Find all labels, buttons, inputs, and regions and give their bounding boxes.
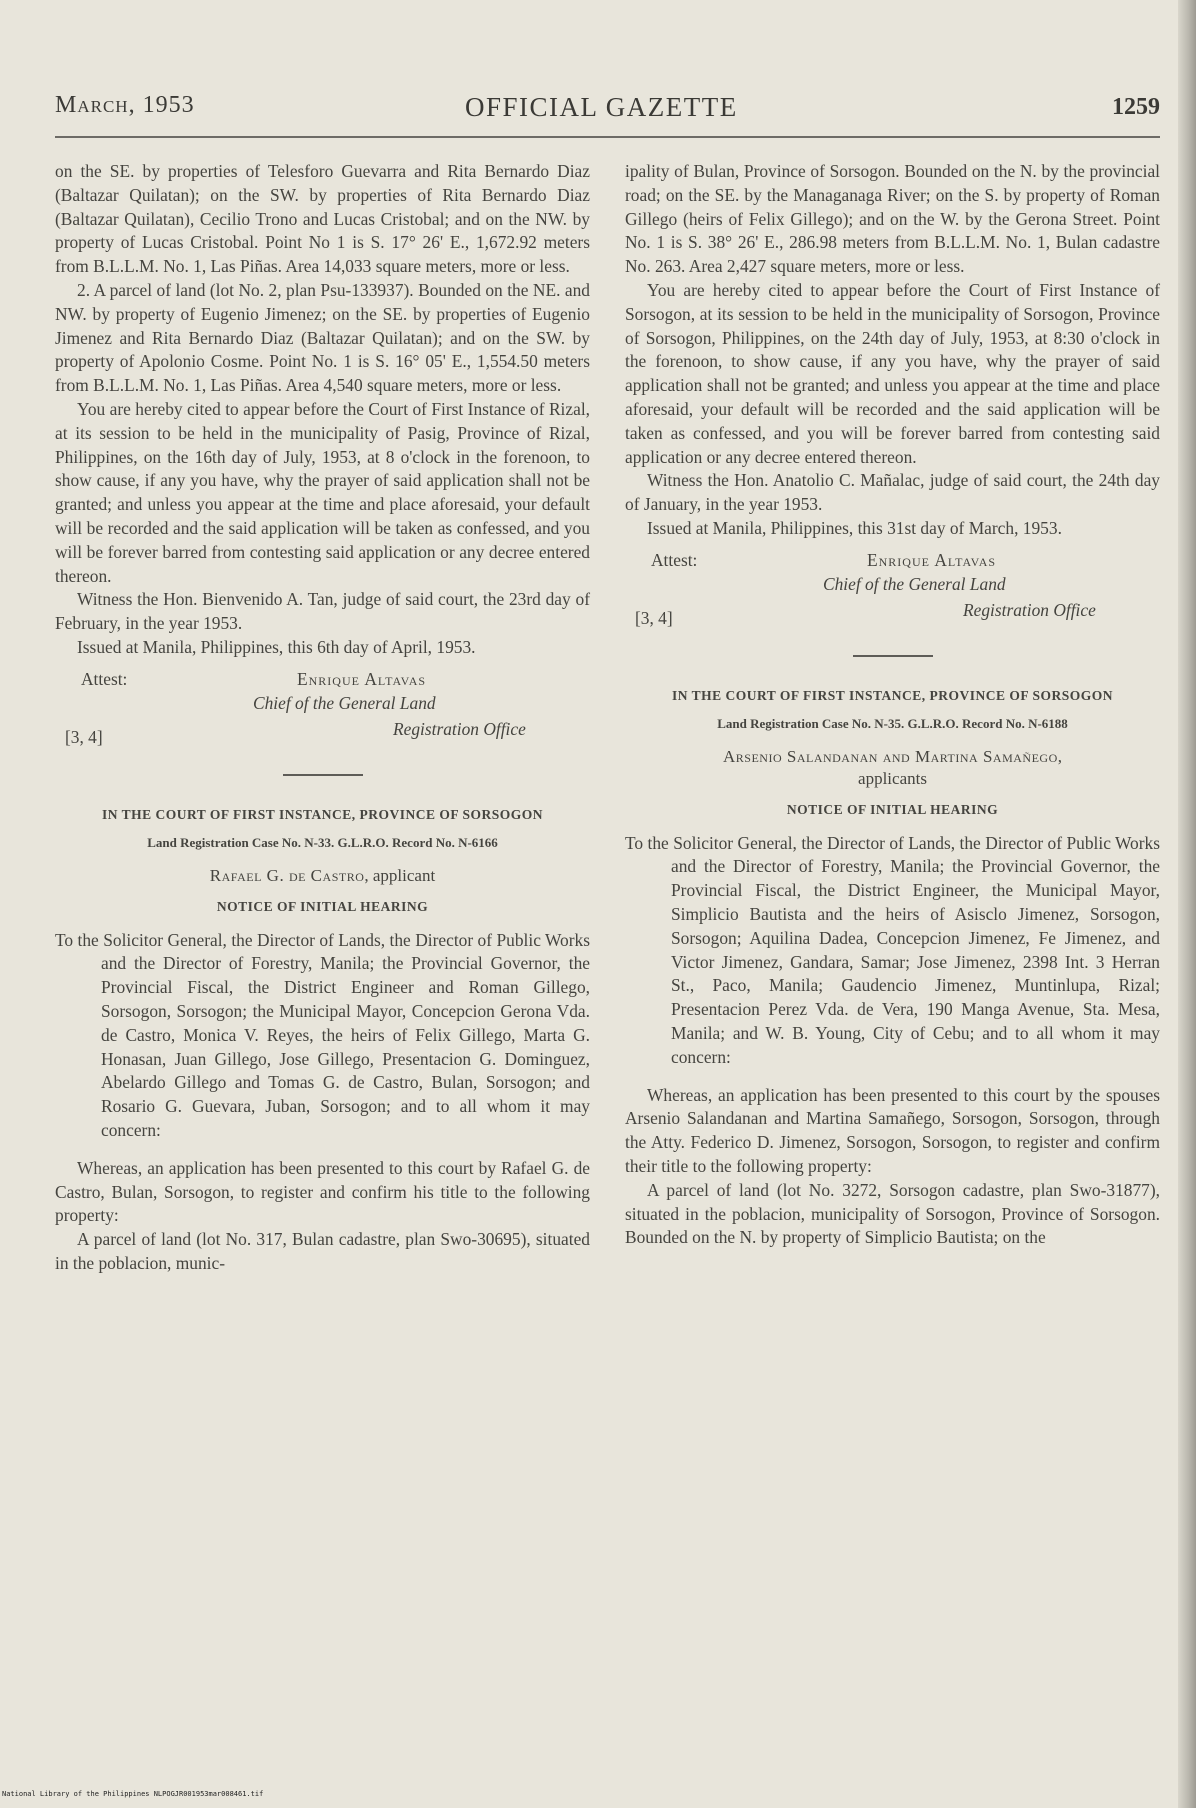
left-attest-block: [55, 664, 590, 760]
case-number: Land Registration Case No. N-35. G.L.R.O. Record No. N-6188: [717, 715, 1068, 731]
page-number: 1259: [1112, 94, 1160, 120]
header-date: March, 1953: [55, 92, 195, 118]
left-issued: Issued at Manila, Philippines, this 6th day of April, 1953.: [77, 636, 476, 657]
case-number: Land Registration Case No. N-33. G.L.R.O. Record No. N-6166: [147, 834, 498, 850]
attest-label: Attest:: [81, 668, 128, 689]
header-rule: [55, 136, 1160, 138]
applicant-name: Rafael G. de Castro: [209, 865, 365, 885]
addressees: To the Solicitor General, the Director of Lands, the Director of Public Works and the Director of Forestry, Manila; the Provincial Governor, the Provincial Fiscal, the District Engineer, the Municipal Mayor, Simplicio Bautista and the heirs of Asisclo Jimenez, Sorsogon, Sorsogon; Aquilina Dadea, Concepcion Jimenez, Fe Jimenez, and Victor Jimenez, Gandara, Samar; Jose Jimenez, 2398 Int. 3 Herran St., Paco, Manila; Gaudencio Jimenez, Muntinlupa, Rizal; Presentacion Perez Vda. de Vera, 190 Manga Avenue, Sta. Mesa, Manila; and W. B. Young, City of Cebu; and to all whom it may concern:: [625, 832, 1160, 1067]
attest-title-line2: Registration Office: [963, 599, 1096, 620]
attest-title-line2: Registration Office: [393, 718, 526, 739]
scan-footer: National Library of the Philippines NLPOGJR001953mar008461.tif: [2, 1790, 264, 1798]
parcel-paragraph: A parcel of land (lot No. 317, Bulan cadastre, plan Swo-30695), situated in the poblacion, munic-: [55, 1229, 590, 1273]
page-edge-shadow: [1178, 0, 1196, 1808]
attest-name: Enrique Altavas: [297, 668, 427, 689]
right-witness: Witness the Hon. Anatolio C. Mañalac, judge of said court, the 24th day of January, in the year 1953.: [625, 470, 1160, 515]
attest-reference: [3, 4]: [635, 607, 673, 628]
right-issued: Issued at Manila, Philippines, this 31st day of March, 1953.: [647, 517, 1062, 538]
parcel-paragraph: A parcel of land (lot No. 3272, Sorsogon cadastre, plan Swo-31877), situated in the poblacion, municipality of Sorsogon, Province of Sorsogon. Bounded on the N. by property of Simplicio Bautista; on the: [625, 1179, 1160, 1248]
right-attest-block: [625, 545, 1160, 641]
notice-heading: NOTICE OF INITIAL HEARING: [216, 898, 429, 914]
left-paragraph-3: You are hereby cited to appear before the Court of First Instance of Rizal, at its session to be held in the municipality of Pasig, Province of Rizal, Philippines, on the 16th day of July, 1953, at 8 o'clock in the forenoon, to show cause, if any you have, why the prayer of said application shall not be granted; and unless you appear at the time and place aforesaid, your default will be recorded and the said application will be taken as confessed, and you will be forever barred from contesting said application or any decree entered thereon.: [55, 398, 590, 586]
section-divider: [853, 655, 933, 657]
section-divider: [283, 774, 363, 776]
applicants-line: Arsenio Salandanan and Martina Samañego, applicants: [723, 746, 1062, 788]
left-column: [55, 160, 590, 1780]
applicants-suffix: applicants: [858, 768, 927, 788]
whereas-paragraph: Whereas, an application has been presented to this court by Rafael G. de Castro, Bulan, Sorsogon, to register and confirm his title to the following property:: [55, 1157, 590, 1226]
attest-title-line1: Chief of the General Land: [253, 692, 436, 713]
page-header: [55, 92, 1160, 132]
left-paragraph-2: 2. A parcel of land (lot No. 2, plan Psu-133937). Bounded on the NE. and NW. by property of Eugenio Jimenez; on the SE. by properties of Eugenio Jimenez and Rita Bernardo Diaz (Baltazar Quilatan); and on the SW. by property of Apolonio Cosme. Point No. 1 is S. 16° 05' E., 1,554.50 meters from B.L.L.M. No. 1, Las Piñas. Area 4,540 square meters, more or less.: [55, 279, 590, 396]
addressees: To the Solicitor General, the Director of Lands, the Director of Public Works and the Director of Forestry, Manila; the Provincial Governor, the Provincial Fiscal, the District Engineer and Roman Gillego, Sorsogon, Sorsogon; the Municipal Mayor, Concepcion Gerona Vda. de Castro, Monica V. Reyes, the heirs of Felix Gillego, Marta G. Honasan, Juan Gillego, Jose Gillego, Presentacion G. Dominguez, Abelardo Gillego and Tomas G. de Castro, Bulan, Sorsogon; and Rosario G. Guevara, Juban, Sorsogon; and to all whom it may concern:: [55, 929, 590, 1140]
notice-heading: NOTICE OF INITIAL HEARING: [786, 801, 999, 817]
whereas-paragraph: Whereas, an application has been presented to this court by the spouses Arsenio Salandanan and Martina Samañego, Sorsogon, Sorsogon, through the Atty. Federico D. Jimenez, Sorsogon, Sorsogon, to register and confirm their title to the following property:: [625, 1084, 1160, 1176]
right-paragraph-1: ipality of Bulan, Province of Sorsogon. Bounded on the N. by the provincial road; on the SE. by the Managanaga River; on the S. by property of Roman Gillego (heirs of Felix Gillego); and on the W. by the Gerona Street. Point No. 1 is S. 38° 26' E., 286.98 meters from B.L.L.M. No. 1, Bulan cadastre No. 263. Area 2,427 square meters, more or less.: [625, 161, 1160, 277]
attest-reference: [3, 4]: [65, 726, 103, 747]
attest-label: Attest:: [651, 549, 698, 570]
right-paragraph-2: You are hereby cited to appear before the Court of First Instance of Sorsogon, at its session to be held in the municipality of Sorsogon, Province of Sorsogon, Philippines, on the 24th day of July, 1953, at 8:30 o'clock in the forenoon, to show cause, if any you have, why the prayer of said application shall not be granted; and unless you appear at the time and place aforesaid, your default will be recorded and the said application will be taken as confessed, and you will be forever barred from contesting said application or any decree entered thereon.: [625, 279, 1160, 467]
left-paragraph-1: on the SE. by properties of Telesforo Guevarra and Rita Bernardo Diaz (Baltazar Quilatan); on the SW. by properties of Rita Bernardo Diaz (Baltazar Quilatan), Cecilio Trono and Lucas Cristobal; and on the NW. by property of Lucas Cristobal. Point No 1 is S. 17° 26' E., 1,672.92 meters from B.L.L.M. No. 1, Las Piñas. Area 14,033 square meters, more or less.: [55, 161, 590, 277]
applicant-line: [55, 865, 590, 887]
attest-title-line1: Chief of the General Land: [823, 573, 1006, 594]
left-witness: Witness the Hon. Bienvenido A. Tan, judge of said court, the 23rd day of February, in the year 1953.: [55, 589, 590, 634]
applicant-suffix: , applicant: [364, 865, 436, 885]
court-heading: IN THE COURT OF FIRST INSTANCE, PROVINCE OF SORSOGON: [672, 687, 1113, 703]
attest-name: Enrique Altavas: [867, 549, 997, 570]
court-heading: IN THE COURT OF FIRST INSTANCE, PROVINCE OF SORSOGON: [102, 806, 543, 822]
applicants-names: Arsenio Salandanan and Martina Samañego: [723, 746, 1058, 766]
right-column: [625, 160, 1160, 1780]
header-title: OFFICIAL GAZETTE: [465, 92, 738, 122]
